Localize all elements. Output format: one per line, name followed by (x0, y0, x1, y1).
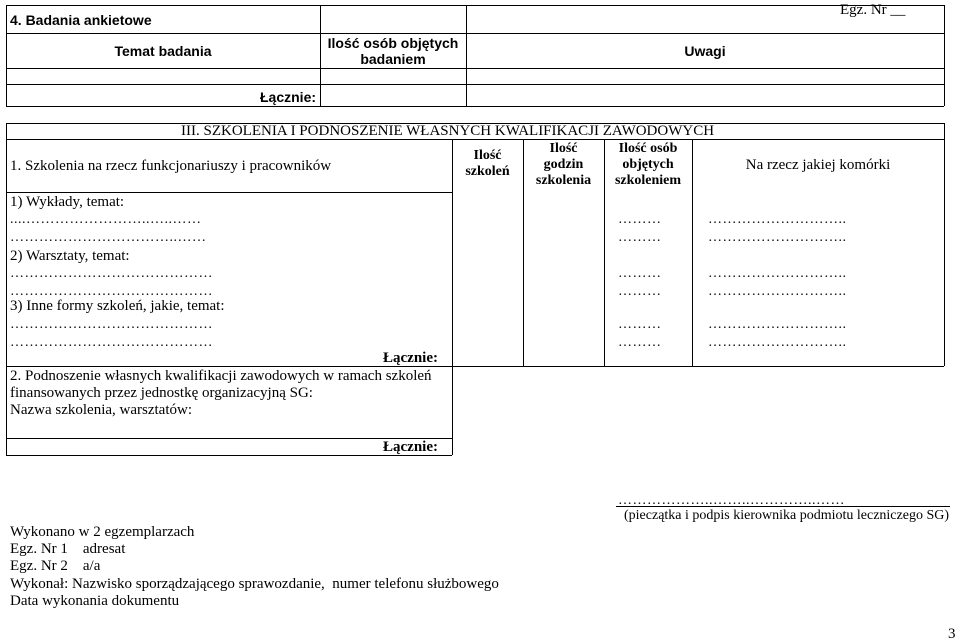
header-people-line1: Ilość osób objętych (327, 34, 459, 51)
header-trainings-count-l2: szkoleń (465, 164, 510, 179)
copy1-note: Egz. Nr 1 adresat (10, 541, 126, 557)
workshops-persons-dots-2: ……… (618, 284, 662, 299)
other-dots-1: …………………………………… (10, 317, 213, 332)
copies-note: Wykonano w 2 egzemplarzach (10, 524, 195, 540)
section4-total-label: Łącznie: (260, 89, 317, 105)
signature-line (616, 506, 950, 507)
header-people (320, 33, 466, 68)
header-hours (523, 141, 604, 189)
signature-dots: ………………..……..…………..…… (618, 493, 845, 508)
lectures-unit-dots-1: ……………………….. (708, 212, 847, 227)
copy2-note: Egz. Nr 2 a/a (10, 558, 101, 574)
other-persons-dots-1: ……… (618, 317, 662, 332)
item2-line1: 2. Podnoszenie własnych kwalifikacji zawodowych w ramach szkoleń (10, 368, 432, 384)
workshops-dots-1: …………………………………… (10, 266, 213, 281)
header-trainings-count (452, 148, 523, 180)
other-persons-dots-2: ……… (618, 335, 662, 350)
section3-title: III. SZKOLENIA I PODNOSZENIE WŁASNYCH KWALIFIKACJI ZAWODOWYCH (181, 123, 715, 139)
header-persons-l2: objętych (622, 157, 674, 172)
header-topic: Temat badania (114, 42, 212, 59)
header-people-line2: badaniem (360, 50, 426, 67)
item2-line2: finansowanych przez jednostkę organizacyjną SG: (10, 385, 313, 401)
lectures-dots-1: ....……………………..…..…… (10, 212, 202, 227)
header-unit: Na rzecz jakiej komórki (745, 157, 891, 173)
header-hours-l1: Ilość (549, 141, 578, 156)
page-number: 3 (948, 626, 956, 642)
other-unit-dots-2: ……………………….. (708, 335, 847, 350)
other-unit-dots-1: ……………………….. (708, 317, 847, 332)
header-hours-l2: godzin (543, 157, 584, 172)
lectures-label: 1) Wykłady, temat: (10, 194, 125, 210)
workshops-label: 2) Warsztaty, temat: (10, 248, 130, 264)
workshops-persons-dots-1: ……… (618, 266, 662, 281)
header-persons-l1: Ilość osób (618, 141, 678, 156)
lectures-persons-dots-2: ……… (618, 230, 662, 245)
copy-number: Egz. Nr __ (840, 2, 906, 18)
lectures-dots-2: ……………………………..…… (10, 230, 207, 245)
workshops-unit-dots-1: ……………………….. (708, 266, 847, 281)
lectures-persons-dots-1: ……… (618, 212, 662, 227)
header-persons-l3: szkoleniem (614, 173, 682, 188)
header-notes: Uwagi (684, 42, 726, 59)
author-note: Wykonał: Nazwisko sporządzającego sprawozdanie, numer telefonu służbowego (10, 576, 499, 592)
item2-total-label: Łącznie: (383, 439, 438, 455)
row1-label: 1. Szkolenia na rzecz funkcjonariuszy i pracowników (10, 158, 332, 174)
header-hours-l3: szkolenia (535, 173, 592, 188)
header-persons (604, 141, 692, 189)
stamp-caption: (pieczątka i podpis kierownika podmiotu leczniczego SG) (624, 508, 950, 523)
other-dots-2: …………………………………… (10, 335, 213, 350)
item2-line3: Nazwa szkolenia, warsztatów: (10, 402, 193, 418)
header-trainings-count-l1: Ilość (473, 148, 502, 163)
section3-total-label: Łącznie: (383, 350, 438, 366)
workshops-unit-dots-2: ……………………….. (708, 284, 847, 299)
section4-title: 4. Badania ankietowe (10, 12, 152, 28)
date-note: Data wykonania dokumentu (10, 593, 180, 609)
workshops-dots-2: …………………………………… (10, 284, 213, 299)
lectures-unit-dots-2: ……………………….. (708, 230, 847, 245)
other-forms-label: 3) Inne formy szkoleń, jakie, temat: (10, 298, 225, 314)
